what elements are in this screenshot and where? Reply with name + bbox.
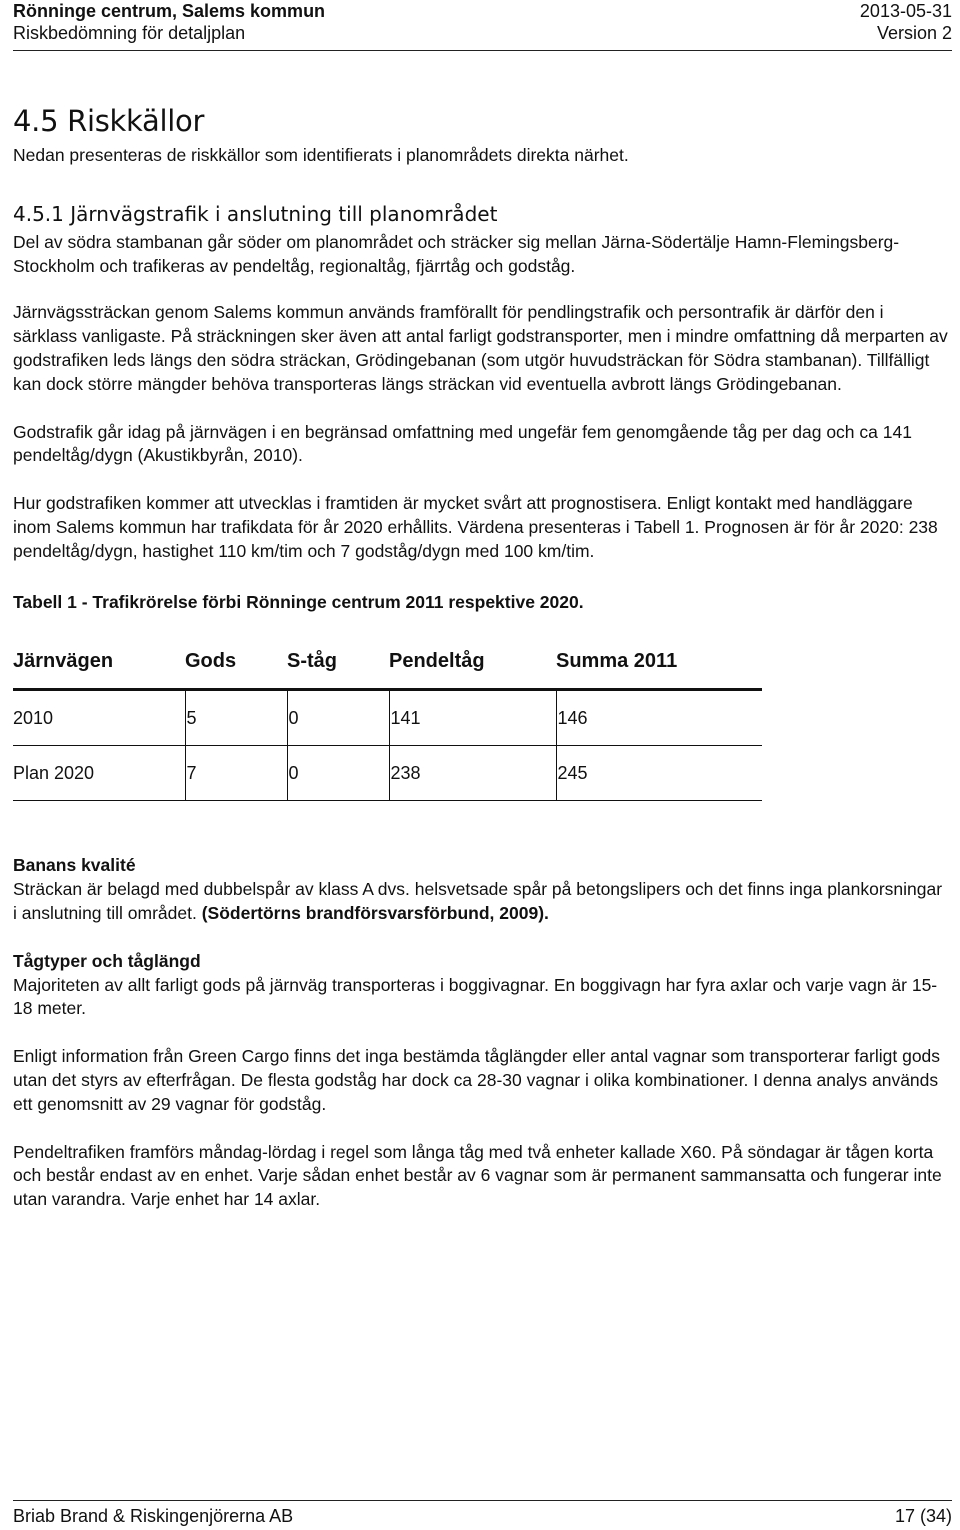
table-caption: Tabell 1 - Trafikrörelse förbi Rönninge centrum 2011 respektive 2020. <box>13 591 584 612</box>
footer-divider <box>13 1500 952 1501</box>
paragraph: Godstrafik går idag på järnvägen i en begränsad omfattning med ungefär fem genomgående tåg per dag och ca 141 pendeltåg/dygn (Akustikbyrån, 2010). <box>13 421 912 466</box>
paragraph: Del av södra stambanan går söder om planområdet och sträcker sig mellan Järna-Södertälje Hamn-Flemingsberg-Stockholm och trafikeras av pendeltåg, regionaltåg, fjärrtåg och godståg. <box>13 231 900 276</box>
traffic-table <box>13 634 762 801</box>
document-version: Version 2 <box>876 23 952 43</box>
paragraph: Majoriteten av allt farligt gods på järnväg transporteras i boggivagnar. En boggivagn har fyra axlar och varje vagn är 15-18 meter. <box>13 974 938 1019</box>
table-cell: 2010 <box>13 690 185 746</box>
table-header-cell: S-tåg <box>287 634 389 690</box>
paragraph: Enligt information från Green Cargo finns det inga bestämda tåglängder eller antal vagnar som transporterar farligt gods utan det styrs av efterfrågan. De flesta godståg har dock ca 28-30 vagnar i olika kombinationer. I denna analys används ett genomsnitt av 29 vagnar för godståg. <box>13 1046 941 1114</box>
table-row <box>13 690 762 746</box>
section-heading: 4.5 Riskkällor <box>13 104 205 138</box>
table-header-cell: Gods <box>185 634 287 690</box>
table-cell: 0 <box>287 746 389 801</box>
table-row <box>13 746 762 801</box>
table-header-cell: Summa 2011 <box>556 634 762 690</box>
table-cell: 146 <box>556 690 762 746</box>
table-cell: 141 <box>389 690 556 746</box>
train-types-heading: Tågtyper och tåglängd <box>13 950 201 971</box>
quality-source: (Södertörns brandförsvarsförbund, 2009). <box>201 902 549 923</box>
subsection-heading: 4.5.1 Järnvägstrafik i anslutning till planområdet <box>13 201 498 226</box>
paragraph: Järnvägssträckan genom Salems kommun används framförallt för pendlingstrafik och persontrafik är därför den i särklass vanligaste. På sträckningen sker även att antal farligt godstransporter, men i mindre omfattning då merparten av godstrafiken leds längs den södra sträckan, Grödingebanan (som utgör huvudsträckan för Södra stambanan). Tillfälligt kan dock större mängder behöva transporteras längs sträckan vid eventuella avbrott längs Grödingebanan. <box>13 302 948 394</box>
header-divider <box>13 50 952 51</box>
quality-paragraph <box>13 878 948 926</box>
table-cell: 5 <box>185 690 287 746</box>
table-cell: 0 <box>287 690 389 746</box>
table-header-cell: Pendeltåg <box>389 634 556 690</box>
table-cell: Plan 2020 <box>13 746 185 801</box>
footer-page-number: 17 (34) <box>894 1506 952 1526</box>
table-cell: 238 <box>389 746 556 801</box>
table-header-row <box>13 634 762 690</box>
document-title: Rönninge centrum, Salems kommun <box>13 1 326 21</box>
document-date: 2013-05-31 <box>859 1 952 21</box>
page-content <box>13 100 948 1212</box>
page-header <box>13 0 952 44</box>
table-cell: 245 <box>556 746 762 801</box>
paragraph: Hur godstrafiken kommer att utvecklas i framtiden är mycket svårt att prognostisera. Enligt kontakt med handläggare inom Salems kommun har trafikdata för år 2020 erhållits. Värdena presenteras i Tabell 1. Prognosen är för år 2020: 238 pendeltåg/dygn, hastighet 110 km/tim och 7 godståg/dygn med 100 km/tim. <box>13 493 938 561</box>
table-header-cell: Järnvägen <box>13 634 185 690</box>
quality-heading: Banans kvalité <box>13 855 136 876</box>
table-cell: 7 <box>185 746 287 801</box>
footer-company: Briab Brand & Riskingenjörerna AB <box>13 1506 294 1526</box>
quality-text: Sträckan är belagd med dubbelspår av klass A dvs. helsvetsade spår på betongslipers och det finns inga plankorsningar i anslutning till området. <box>13 879 943 923</box>
page-footer <box>13 1505 952 1527</box>
section-intro: Nedan presenteras de riskkällor som identifierats i planområdets direkta närhet. <box>13 145 629 165</box>
document-subtitle: Riskbedömning för detaljplan <box>13 23 246 43</box>
paragraph: Pendeltrafiken framförs måndag-lördag i regel som långa tåg med två enheter kallade X60. På söndagar är tågen korta och består endast av en enhet. Varje sådan enhet består av 6 vagnar som är permanent sammansatta och fungerar inte utan varandra. Varje enhet har 14 axlar. <box>13 1141 942 1210</box>
